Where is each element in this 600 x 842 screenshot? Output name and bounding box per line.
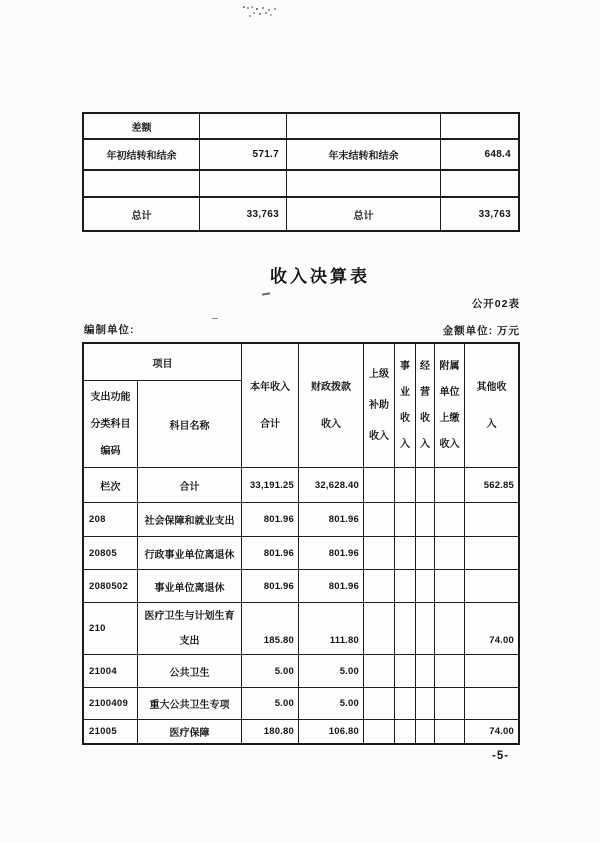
row-operating-income xyxy=(416,468,435,503)
row-affiliated-unit-remit-income xyxy=(435,570,465,603)
row-affiliated-unit-remit-income xyxy=(435,720,465,743)
row-subject-name: 医疗保障 xyxy=(138,720,242,743)
row-fiscal-appropriation-income: 32,628.40 xyxy=(299,468,364,503)
table-row xyxy=(84,537,518,570)
row-business-income xyxy=(395,655,416,688)
table-row xyxy=(84,688,518,720)
summary-value-right xyxy=(441,171,518,198)
prepared-by-label: 编制单位: xyxy=(84,324,135,336)
summary-table-row xyxy=(84,140,518,171)
row-affiliated-unit-remit-income xyxy=(435,688,465,720)
row-annual-income-total: 33,191.25 xyxy=(242,468,299,503)
row-operating-income xyxy=(416,537,435,570)
row-subject-name: 事业单位离退休 xyxy=(138,570,242,603)
summary-label-left: 差额 xyxy=(84,114,200,140)
summary-value-right: 33,763 xyxy=(478,208,511,220)
summary-value-left: 571.7 xyxy=(200,140,287,171)
header-item: 项目 xyxy=(84,344,242,381)
summary-label-right xyxy=(287,171,441,198)
row-superior-subsidy-income xyxy=(364,468,395,503)
row-business-income xyxy=(395,688,416,720)
row-superior-subsidy-income xyxy=(364,655,395,688)
row-subject-name: 公共卫生 xyxy=(138,655,242,688)
row-operating-income xyxy=(416,688,435,720)
table-row xyxy=(84,570,518,603)
header-business-income: 事 业 收 入 xyxy=(395,344,416,468)
row-fiscal-appropriation-income: 801.96 xyxy=(299,537,364,570)
row-fiscal-appropriation-income: 106.80 xyxy=(299,720,364,743)
row-subject-name: 合计 xyxy=(138,468,242,503)
header-affiliated-unit-remit-income: 附属 单位 上缴 收入 xyxy=(435,344,465,468)
row-annual-income-total: 180.80 xyxy=(242,720,299,743)
header-superior-subsidy-income: 上级 补助 收入 xyxy=(364,344,395,468)
summary-table-row xyxy=(84,198,518,230)
row-other-income xyxy=(465,655,518,688)
row-other-income xyxy=(465,537,518,570)
row-other-income: 74.00 xyxy=(489,726,514,737)
row-fiscal-appropriation-income: 801.96 xyxy=(299,570,364,603)
summary-value-left xyxy=(200,114,287,140)
row-annual-income-total: 801.96 xyxy=(242,537,299,570)
row-operating-income xyxy=(416,503,435,537)
row-other-income: 562.85 xyxy=(465,468,518,503)
summary-label-right: 年末结转和结余 xyxy=(287,140,441,171)
row-function-code: 栏次 xyxy=(84,468,138,503)
scan-dash-mark xyxy=(212,318,218,319)
header-annual-income-total: 本年收入 合计 xyxy=(242,344,299,468)
row-annual-income-total: 5.00 xyxy=(242,688,299,720)
row-other-income: 74.00 xyxy=(465,603,518,655)
row-superior-subsidy-income xyxy=(364,570,395,603)
table-row xyxy=(84,603,518,655)
header-function-code: 支出功能 分类科目 编码 xyxy=(84,381,138,468)
header-other-income: 其他收 入 xyxy=(465,344,518,468)
row-fiscal-appropriation-income: 801.96 xyxy=(299,503,364,537)
row-fiscal-appropriation-income: 5.00 xyxy=(299,655,364,688)
row-function-code: 210 xyxy=(84,603,138,655)
row-affiliated-unit-remit-income xyxy=(435,603,465,655)
row-subject-name: 行政事业单位离退休 xyxy=(138,537,242,570)
table-row xyxy=(84,503,518,537)
row-subject-name: 社会保障和就业支出 xyxy=(138,503,242,537)
row-subject-name: 重大公共卫生专项 xyxy=(138,688,242,720)
row-business-income xyxy=(395,468,416,503)
summary-label-left: 总计 xyxy=(84,198,200,230)
table-row xyxy=(84,720,518,743)
row-superior-subsidy-income xyxy=(364,603,395,655)
scan-noise-mark xyxy=(243,6,245,8)
row-business-income xyxy=(395,537,416,570)
row-superior-subsidy-income xyxy=(364,503,395,537)
summary-label-right xyxy=(287,114,441,140)
row-affiliated-unit-remit-income xyxy=(435,468,465,503)
summary-value-right xyxy=(441,114,518,140)
summary-table xyxy=(82,112,520,232)
row-affiliated-unit-remit-income xyxy=(435,503,465,537)
summary-value-right: 648.4 xyxy=(441,140,518,171)
scan-dash-mark xyxy=(262,292,270,295)
row-superior-subsidy-income xyxy=(364,688,395,720)
amount-unit-label: 金额单位: 万元 xyxy=(442,325,520,337)
row-function-code: 21004 xyxy=(84,655,138,688)
income-table-header xyxy=(84,344,518,468)
row-function-code: 2100409 xyxy=(84,688,138,720)
row-function-code: 20805 xyxy=(84,537,138,570)
row-affiliated-unit-remit-income xyxy=(435,655,465,688)
header-operating-income: 经 营 收 入 xyxy=(416,344,435,468)
row-operating-income xyxy=(416,570,435,603)
row-function-code: 21005 xyxy=(84,720,138,743)
row-superior-subsidy-income xyxy=(364,720,395,743)
summary-label-right: 总计 xyxy=(287,198,441,230)
summary-table-row xyxy=(84,114,518,140)
row-operating-income xyxy=(416,720,435,743)
row-subject-name: 医疗卫生与计划生育 支出 xyxy=(138,603,242,655)
row-annual-income-total: 185.80 xyxy=(242,603,299,655)
row-superior-subsidy-income xyxy=(364,537,395,570)
table-code-label: 公开02表 xyxy=(471,298,520,310)
row-other-income xyxy=(465,688,518,720)
row-business-income xyxy=(395,720,416,743)
row-function-code: 208 xyxy=(84,503,138,537)
income-table-body xyxy=(84,468,518,743)
row-operating-income xyxy=(416,655,435,688)
page-number: -5- xyxy=(492,750,510,762)
row-fiscal-appropriation-income: 111.80 xyxy=(299,603,364,655)
table-row xyxy=(84,655,518,688)
summary-label-left xyxy=(84,171,200,198)
row-other-income xyxy=(465,503,518,537)
row-annual-income-total: 801.96 xyxy=(242,503,299,537)
row-affiliated-unit-remit-income xyxy=(435,537,465,570)
summary-label-left: 年初结转和结余 xyxy=(84,140,200,171)
page-title: 收入决算表 xyxy=(270,267,370,286)
row-annual-income-total: 5.00 xyxy=(242,655,299,688)
row-annual-income-total: 801.96 xyxy=(242,570,299,603)
header-fiscal-appropriation-income: 财政拨款 收入 xyxy=(299,344,364,468)
row-business-income xyxy=(395,503,416,537)
summary-value-left xyxy=(200,171,287,198)
header-subject-name: 科目名称 xyxy=(138,381,242,468)
row-business-income xyxy=(395,603,416,655)
row-operating-income xyxy=(416,603,435,655)
row-business-income xyxy=(395,570,416,603)
table-row xyxy=(84,468,518,503)
row-function-code: 2080502 xyxy=(84,570,138,603)
row-fiscal-appropriation-income: 5.00 xyxy=(299,688,364,720)
summary-value-left: 33,763 xyxy=(200,198,287,230)
summary-table-row xyxy=(84,171,518,198)
income-table xyxy=(82,342,520,745)
row-other-income xyxy=(465,570,518,603)
